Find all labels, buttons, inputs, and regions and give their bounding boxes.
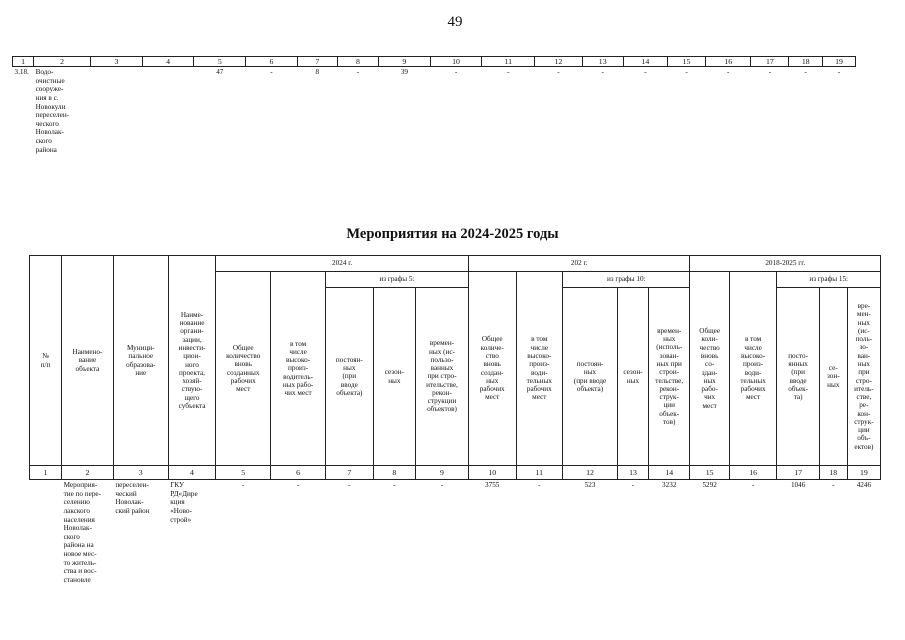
table-cell: -	[296, 481, 300, 489]
header-seasonal: сезон- ных	[373, 288, 415, 466]
column-number: 15	[690, 466, 729, 480]
table-cell: -	[768, 68, 772, 76]
header-object: Наимено- вание объекта	[62, 256, 114, 466]
column-number: 11	[482, 57, 535, 67]
header-year-2018-2025: 2018-2025 гг.	[690, 256, 881, 272]
table-cell: -	[348, 481, 351, 489]
table-cell: 5292	[702, 481, 717, 489]
column-number: 17	[777, 466, 819, 480]
column-number: 14	[649, 466, 690, 480]
column-number: 10	[468, 466, 516, 480]
header-high-productive-2: в том числе высоко- произ- води- тельных рабочих мест	[516, 272, 563, 466]
header-of-column-15: из графы 15:	[777, 272, 881, 288]
column-number: 17	[751, 57, 789, 67]
column-number: 5	[216, 466, 271, 480]
table-cell	[142, 67, 194, 156]
object-name: Мероприя- тие по пере- селению лакского населения Новолак- ского района на новое мес- то житель- ства и вос- становле	[63, 481, 102, 585]
table-cell: -	[270, 68, 273, 76]
column-number: 2	[34, 57, 91, 67]
column-number: 14	[623, 57, 667, 67]
table-cell: 4246	[856, 481, 872, 489]
table-cell: 3232	[662, 481, 677, 489]
table-cell: -	[440, 481, 444, 489]
header-seasonal-2: сезон- ных	[617, 288, 648, 466]
column-number: 3	[91, 57, 143, 67]
column-number: 4	[168, 466, 216, 480]
header-num: № п/п	[30, 256, 62, 466]
table-cell: -	[538, 481, 541, 489]
page-number: 49	[447, 14, 463, 30]
object-name: Водо- очистные сооруже- ния в с. Новокули переселен- ческого Новолак- ского района	[35, 68, 70, 154]
column-number: 7	[326, 466, 374, 480]
column-number: 13	[582, 57, 623, 67]
column-number: 18	[819, 466, 847, 480]
header-year-202: 202 г.	[468, 256, 690, 272]
table-cell: -	[601, 68, 604, 76]
table-cell: -	[804, 68, 807, 76]
header-subject: Наиме- нование органи- зации, инвести- цион- ного проекта, хозяй- ствую- щего субъекта	[168, 256, 216, 466]
municipality-name: переселен- ческий Новолак- ский район	[115, 481, 150, 515]
column-number-row	[30, 466, 881, 480]
column-number: 19	[823, 57, 856, 67]
column-number: 12	[563, 466, 618, 480]
subject-name: ГКУ РД«Дире кция «Ново- строй»	[170, 481, 198, 524]
header-total-3: Общее коли- чество вновь со- здан- ных рабо- чих мест	[690, 272, 729, 466]
column-number: 1	[30, 466, 62, 480]
section-title: Мероприятия на 2024-2025 годы	[346, 226, 559, 242]
column-number: 3	[113, 466, 168, 480]
column-number: 18	[789, 57, 823, 67]
column-number: 8	[337, 57, 378, 67]
header-temporary-3: вре- мен- ных (ис- поль- зо- ван- ных при стро- итель- стве, ре- кон- струк- ции объ- ектов)	[847, 288, 880, 466]
column-number: 4	[142, 57, 194, 67]
header-temporary: времен- ных (ис- пользо- ванных при стро- ительстве, рекон- струкции объектов)	[416, 288, 469, 466]
column-number: 19	[847, 466, 880, 480]
table-row	[30, 480, 881, 586]
column-number: 13	[617, 466, 648, 480]
column-number: 2	[62, 466, 114, 480]
table-cell: 8	[315, 68, 320, 76]
column-number: 12	[535, 57, 582, 67]
header-permanent: постоян- ных (при вводе объекта)	[326, 288, 374, 466]
column-number: 11	[516, 466, 563, 480]
column-number: 9	[379, 57, 431, 67]
table-cell: 523	[584, 481, 596, 489]
header-temporary-2: времен- ных (исполь- зован- ных при строи- тельстве, рекон- струк- ции объек- тов)	[649, 288, 690, 466]
column-number: 7	[297, 57, 337, 67]
continuation-table	[12, 56, 856, 155]
table-cell: 47	[216, 68, 224, 76]
header-of-column-10: из графы 10:	[563, 272, 690, 288]
table-cell: -	[507, 68, 510, 76]
column-number: 16	[706, 57, 751, 67]
column-number: 9	[416, 466, 469, 480]
header-total: Общее количество вновь созданных рабочих мест	[216, 272, 271, 466]
column-number: 6	[271, 466, 326, 480]
table-cell: 3755	[485, 481, 500, 489]
table-cell: -	[751, 481, 755, 489]
table-cell: -	[727, 68, 730, 76]
column-number: 8	[373, 466, 415, 480]
table-cell: -	[557, 68, 560, 76]
table-cell: 1046	[790, 481, 806, 489]
header-seasonal-3: се- зон- ных	[819, 288, 847, 466]
measures-table	[29, 255, 881, 586]
column-number-row	[13, 57, 856, 67]
table-cell: -	[685, 68, 688, 76]
table-row	[13, 67, 856, 156]
table-cell: -	[454, 68, 458, 76]
header-permanent-2: постоян- ных (при вводе объекта)	[563, 288, 618, 466]
column-number: 1	[13, 57, 34, 67]
header-year-2024: 2024 г.	[216, 256, 469, 272]
column-number: 5	[194, 57, 246, 67]
table-cell: -	[837, 68, 841, 76]
header-high-productive: в том числе высоко- произ- водитель- ных рабо- чих мест	[271, 272, 326, 466]
table-cell: -	[631, 481, 635, 489]
column-number: 15	[668, 57, 706, 67]
header-of-column-5: из графы 5:	[326, 272, 469, 288]
row-number: 3.18.	[14, 68, 29, 76]
table-cell: -	[242, 481, 245, 489]
table-cell: -	[644, 68, 647, 76]
header-total-2: Общее количе- ство вновь создан- ных рабочих мест	[468, 272, 516, 466]
table-cell: 39	[400, 68, 408, 76]
header-municipality: Муници- пальное образова- ние	[113, 256, 168, 466]
table-cell	[91, 67, 143, 156]
column-number: 10	[430, 57, 482, 67]
row-number	[30, 480, 62, 586]
table-cell: -	[356, 68, 360, 76]
table-cell: -	[832, 481, 835, 489]
column-number: 16	[729, 466, 777, 480]
header-high-productive-3: в том числе высоко- произ- води- тельных рабочих мест	[729, 272, 777, 466]
column-number: 6	[246, 57, 298, 67]
table-cell: -	[393, 481, 396, 489]
header-permanent-3: посто- янных (при вводе объек- та)	[777, 288, 819, 466]
